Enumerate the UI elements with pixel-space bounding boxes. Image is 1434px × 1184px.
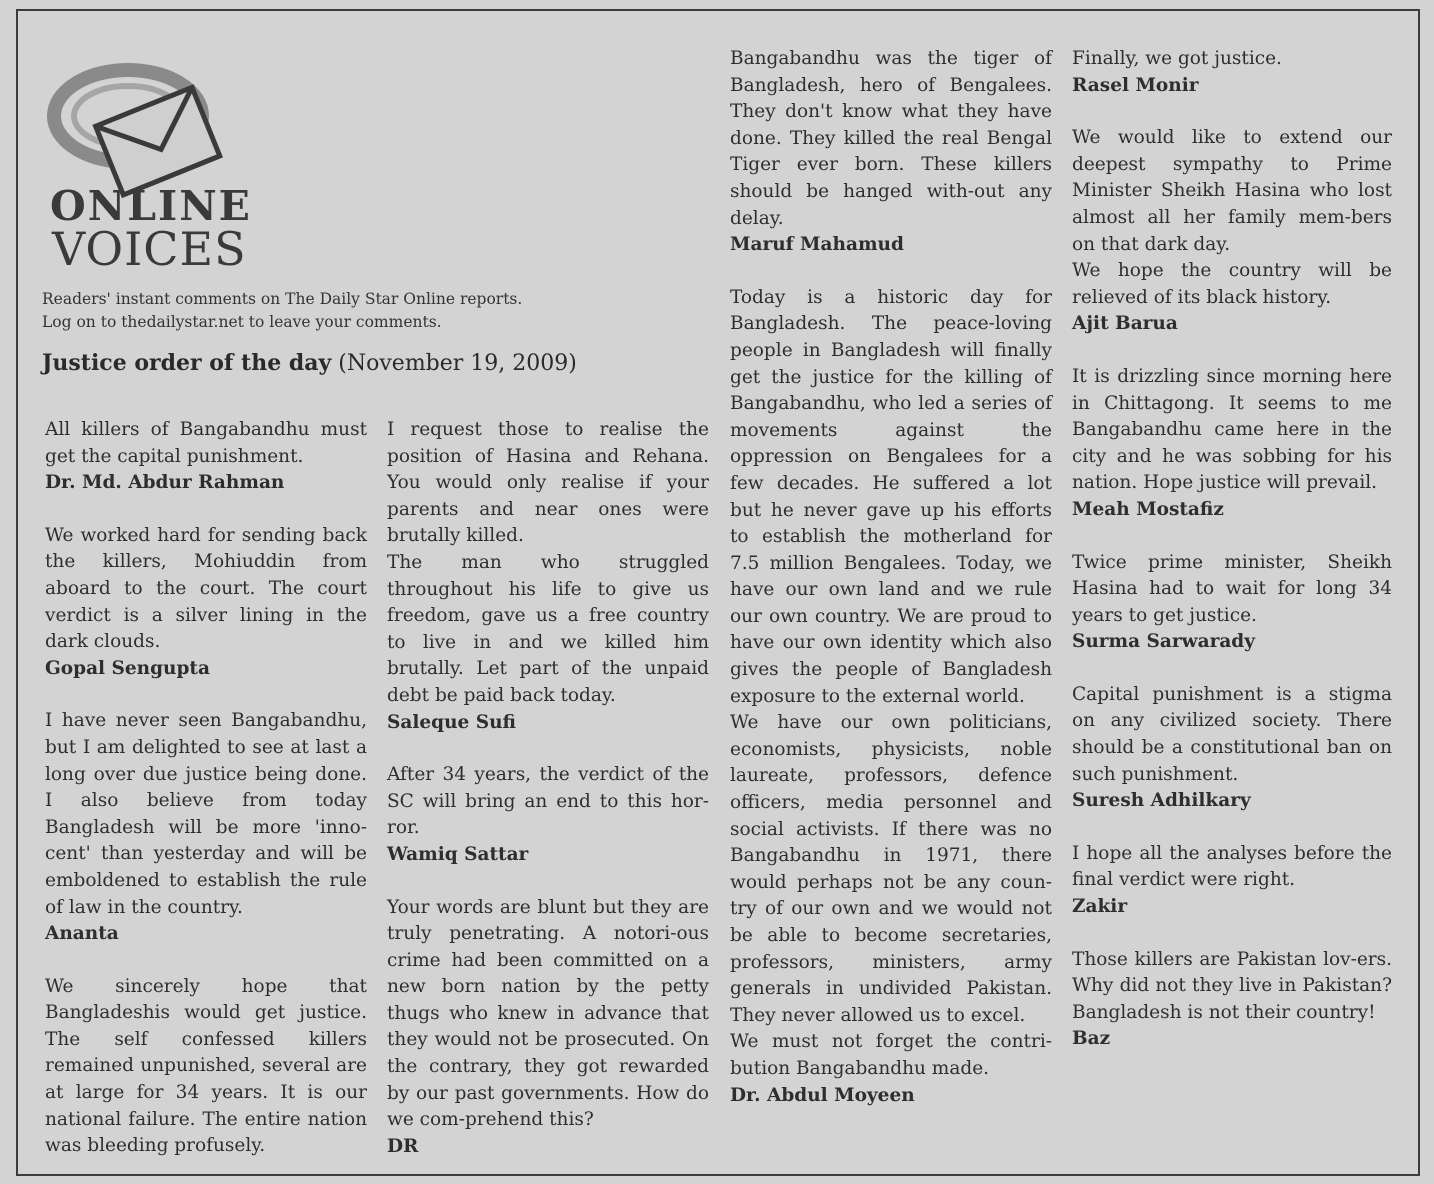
comment-text: Your words are blunt but they are truly penetrating. A notori-ous crime had been committed on a new born nation by the petty thugs who knew in advance that they would not be prosecuted. On the contrary, they got rewarded by our past governments. How do we com-prehend this? <box>387 896 709 1131</box>
comment-text: The man who struggled throughout his life to give us freedom, gave us a free country to live in and we killed him brutally. Let part of the unpaid debt be paid back today. <box>387 551 709 706</box>
comment-text: All killers of Bangabandhu must get the capital punishment. <box>45 419 367 467</box>
column-1 <box>45 417 367 1160</box>
comment-author: Rasel Monir <box>1072 74 1199 96</box>
intro-line: Readers' instant comments on The Daily Star Online reports. <box>42 290 523 308</box>
comment-text: Those killers are Pakistan lov-ers. Why did not they live in Pakistan? Bangladesh is not their country! <box>1072 948 1392 1023</box>
comment-author: Zakir <box>1072 896 1128 918</box>
comment-text: Today is a historic day for Bangladesh. The peace-loving people in Bangladesh will finally get the justice for the killing of Bangabandhu, who led a series of movements against the oppression on Bengalees for a few decades. He suffered a lot but he never gave up his efforts to establish the motherland for 7.5 million Bengalees. Today, we have our own land and we rule our own country. We are proud to have our own identity which also gives the people of Bangladesh exposure to the external world. <box>730 286 1052 707</box>
comment-author: Dr. Md. Abdur Rahman <box>45 472 285 494</box>
comment-text: I hope all the analyses before the final verdict were right. <box>1072 842 1392 891</box>
comment-author: Meah Mostafiz <box>1072 498 1224 520</box>
comment-text: Capital punishment is a stigma on any civilized society. There should be a constitutional ban on such punishment. <box>1072 683 1392 785</box>
comment-author: Surma Sarwarady <box>1072 631 1255 653</box>
comment-text: We must not forget the contri-bution Bangabandhu made. <box>730 1031 1052 1079</box>
comment-text: We worked hard for sending back the killers, Mohiuddin from aboard to the court. The court verdict is a silver lining in the dark clouds. <box>45 524 367 653</box>
column-3 <box>730 46 1052 1109</box>
comment-text: Finally, we got justice. <box>1072 48 1282 69</box>
comment-text: We would like to extend our deepest sympathy to Prime Minister Sheikh Hasina who lost almost all her family mem-bers on that dark day. <box>1072 127 1392 255</box>
comment-author: Baz <box>1072 1028 1111 1050</box>
intro-text <box>42 288 522 334</box>
title-main: Justice order of the day <box>42 350 332 376</box>
logo-online-text: ONLINE <box>50 182 252 230</box>
comment-author: Ananta <box>45 923 119 945</box>
comment-author: Ajit Barua <box>1072 313 1178 335</box>
comment-text: It is drizzling since morning here in Chittagong. It seems to me Bangabandhu came here in the city and he was sobbing for his nation. Hope justice will prevail. <box>1072 365 1392 494</box>
comment-author: Suresh Adhilkary <box>1072 790 1251 812</box>
comment-text: I request those to realise the position of Hasina and Rehana. You would only realise if your parents and near ones were brutally killed. <box>387 419 709 547</box>
page-title <box>42 350 577 376</box>
comment-author: Wamiq Sattar <box>387 843 529 865</box>
comment-text: I have never seen Bangabandhu, but I am delighted to see at last a long over due justice being done. I also believe from today Bangladesh will be more 'inno-cent' than yesterday and will be emboldened to establish the rule of law in the country. <box>45 710 367 918</box>
column-2 <box>387 417 709 1160</box>
comment-author: Gopal Sengupta <box>45 657 210 679</box>
intro-line: Log on to thedailystar.net to leave your comments. <box>42 313 442 331</box>
comment-author: Dr. Abdul Moyeen <box>730 1084 915 1106</box>
logo-voices-text: VOICES <box>52 222 247 276</box>
comment-text: After 34 years, the verdict of the SC will bring an end to this hor-ror. <box>387 764 709 839</box>
comment-author: DR <box>387 1135 419 1157</box>
comment-author: Maruf Mahamud <box>730 234 904 256</box>
column-4 <box>1072 46 1392 1053</box>
comment-author: Saleque Sufi <box>387 711 517 733</box>
comment-text: Twice prime minister, Sheikh Hasina had to wait for long 34 years to get justice. <box>1072 551 1392 626</box>
comment-text: We sincerely hope that Bangladeshis would get justice. The self confessed killers remained unpunished, several are at large for 34 years. It is our national failure. The entire nation was bleeding profusely. <box>45 975 367 1157</box>
comment-text: Bangabandhu was the tiger of Bangladesh, hero of Bengalees. They don't know what they have done. They killed the real Bengal Tiger ever born. These killers should be hanged with-out any delay. <box>730 48 1052 229</box>
comment-text: We hope the country will be relieved of its black history. <box>1072 260 1392 308</box>
title-date: (November 19, 2009) <box>338 351 577 376</box>
comment-text: We have our own politicians, economists, physicists, noble laureate, professors, defence officers, media personnel and social activists. If there was no Bangabandhu in 1971, there would perhaps not be any coun-try of our own and we would not be able to become secretaries, professors, ministers, army generals in undivided Pakistan. They never allowed us to excel. <box>730 712 1052 1026</box>
